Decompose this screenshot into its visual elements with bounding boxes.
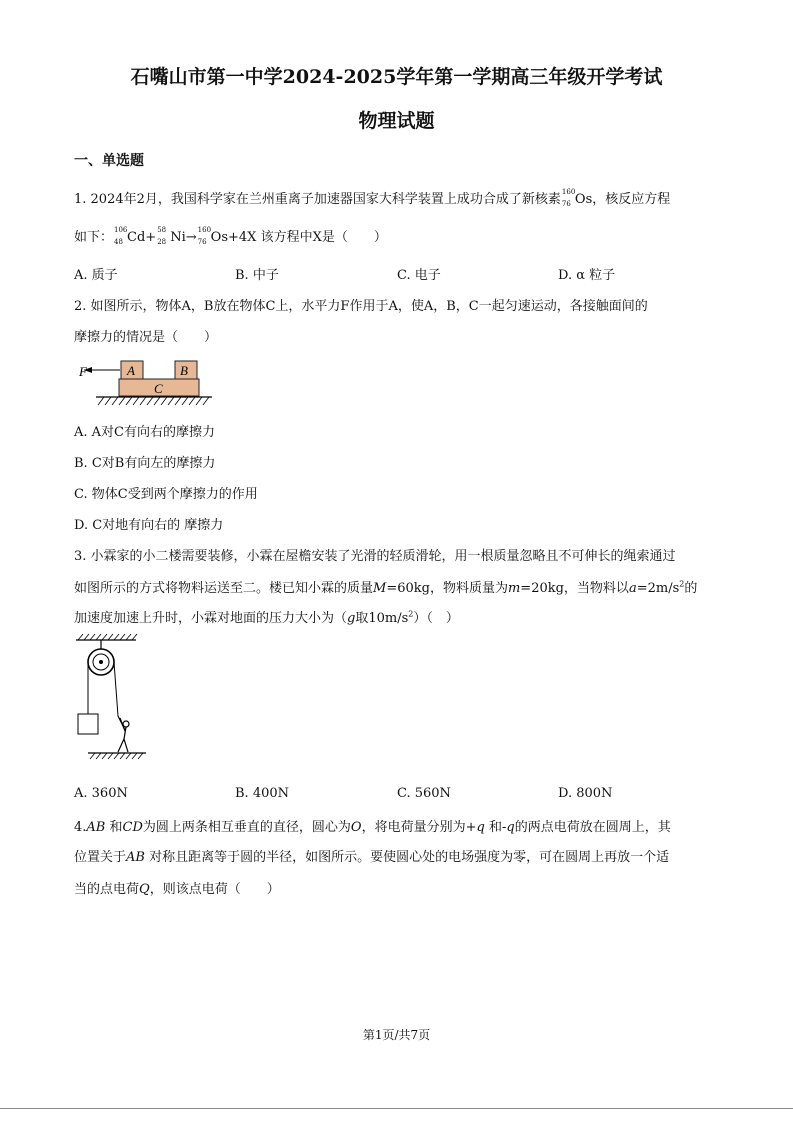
person-figure xyxy=(118,716,129,752)
q1-line2: 如下： 106 48 Cd+ 58 28 Ni→ 160 76 Os+4X 该方程中X是（ ） xyxy=(74,226,387,246)
q4-line1: 4.AB 和CD为圆上两条相互垂直的直径，圆心为O，将电荷量分别为+q 和-q的两点电荷放在圆周上，其 xyxy=(74,820,671,835)
q1-option-a: A. 质子 xyxy=(74,268,118,283)
q3-option-d: D. 800N xyxy=(558,786,613,801)
ceiling-hatch xyxy=(78,634,137,640)
q1-option-d: D. α 粒子 xyxy=(558,268,616,283)
q3-line1: 3. 小霖家的小二楼需要装修，小霖在屋檐安装了光滑的轻质滑轮，用一根质量忽略且不可伸长的绳索通过 xyxy=(74,549,676,564)
section-heading: 一、单选题 xyxy=(74,153,144,169)
block-c-label: C xyxy=(154,381,163,396)
q2-blocks-figure xyxy=(74,356,224,410)
block-a-label: A xyxy=(127,363,135,378)
q2-option-d: D. C对地有向右的 摩擦力 xyxy=(74,518,224,533)
q2-option-a: A. A对C有向右的摩擦力 xyxy=(74,425,215,440)
q2-line2: 摩擦力的情况是（ ） xyxy=(74,330,218,345)
ground-hatch-q3 xyxy=(90,753,143,759)
q2-line1: 2. 如图所示，物体A，B放在物体C上，水平力F作用于A，使A，B，C一起匀速运动，各接触面间的 xyxy=(74,299,648,314)
q3-option-b: B. 400N xyxy=(235,786,290,801)
nuclide-ni: 58 28 Ni xyxy=(157,226,186,246)
q3-option-a: A. 360N xyxy=(74,786,128,801)
q3-pulley-figure xyxy=(74,632,154,762)
q3-line2: 如图所示的方式将物料运送至二。楼已知小霖的质量M=60kg，物料质量为m=20kg，当物料以$a=2m/s^2$的 xyxy=(74,579,698,596)
q3-line3: 加速度加速上升时，小霖对地面的压力大小为（g取$10m/s^2$）（ ） xyxy=(74,609,459,626)
nuclide-os-inline: 160 76 Os xyxy=(561,188,593,208)
rope-right xyxy=(114,662,118,716)
q1-line1: 1. 2024年2月，我国科学家在兰州重离子加速器国家大科学装置上成功合成了新核素 160 76 Os，核反应方程 xyxy=(74,188,671,208)
q4-line2: 位置关于AB 对称且距离等于圆的半径，如图所示。要使圆心处的电场强度为零，可在圆周上再放一个适 xyxy=(74,850,670,865)
page-footer: 第1页/共7页 xyxy=(362,1028,431,1042)
page-subtitle: 物理试题 xyxy=(358,110,435,132)
q4-line3: 当的点电荷Q，则该点电荷（ ） xyxy=(74,882,280,897)
nuclide-cd: 106 48 Cd xyxy=(114,226,146,246)
ground-hatch xyxy=(98,397,209,405)
nuclide-os: 160 76 Os xyxy=(197,226,228,246)
q2-option-b: B. C对B有向左的摩擦力 xyxy=(74,456,216,471)
page-title: 石嘴山市第一中学2024-2025学年第一学期高三年级开学考试 xyxy=(130,66,663,88)
block-b-label: B xyxy=(180,363,188,378)
force-label-f: F xyxy=(79,364,87,379)
q3-option-c: C. 560N xyxy=(397,786,451,801)
material-box xyxy=(78,714,98,734)
q1-option-c: C. 电子 xyxy=(397,268,441,283)
q1-option-b: B. 中子 xyxy=(235,268,279,283)
page-bottom-border xyxy=(0,1108,793,1109)
q2-option-c: C. 物体C受到两个摩擦力的作用 xyxy=(74,487,258,502)
